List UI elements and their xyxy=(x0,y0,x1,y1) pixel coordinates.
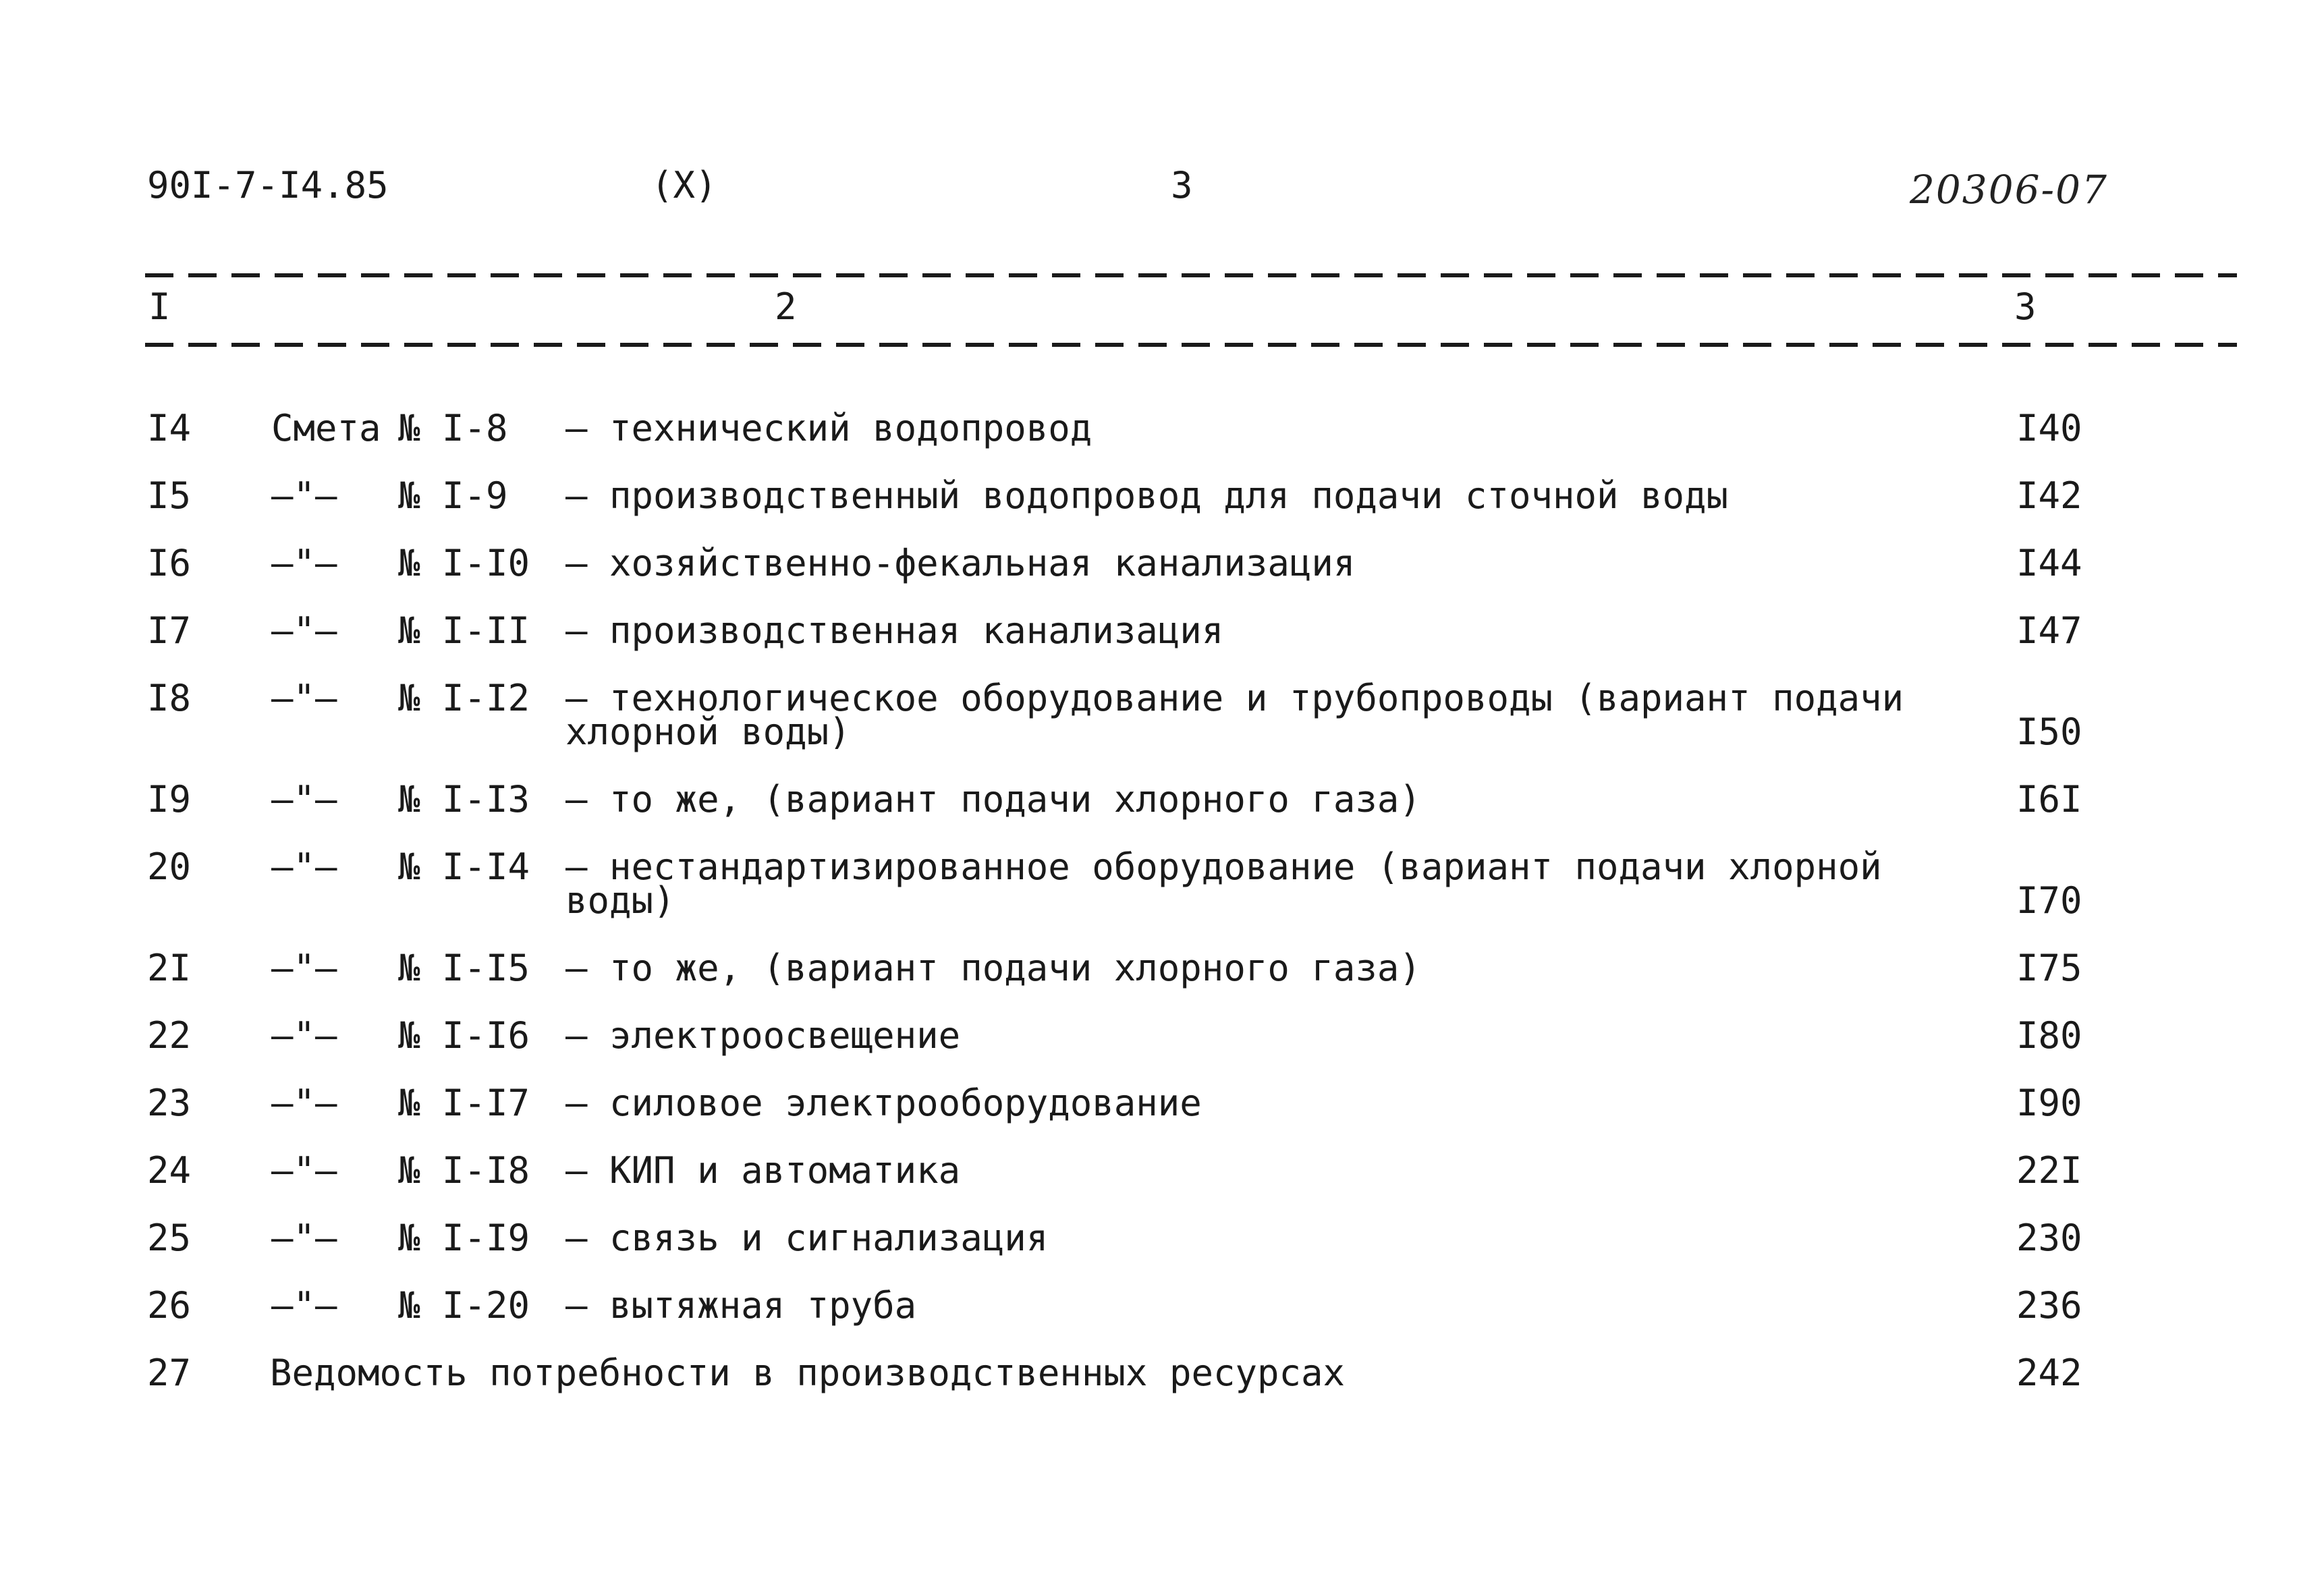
item-number: 20 xyxy=(147,846,192,888)
item-estimate-number: № I-9 xyxy=(398,474,508,517)
column-header-3: 3 xyxy=(2014,285,2037,328)
item-page: I50 xyxy=(2016,711,2082,753)
item-kind: –"– xyxy=(271,1149,337,1192)
item-number: 2I xyxy=(147,947,192,989)
item-number: I7 xyxy=(147,609,192,652)
item-description: – производственная канализация xyxy=(565,609,1224,652)
item-description: – производственный водопровод для подачи сточной воды xyxy=(565,474,1729,517)
item-kind: –"– xyxy=(271,542,337,584)
item-description: – технический водопровод xyxy=(565,407,1092,449)
item-number: I9 xyxy=(147,778,192,821)
item-page: I70 xyxy=(2016,879,2082,922)
item-estimate-number: № I-I4 xyxy=(398,846,530,888)
item-kind: –"– xyxy=(271,1217,337,1259)
item-description: – связь и сигнализация xyxy=(565,1217,1049,1259)
column-header-1: I xyxy=(148,285,171,328)
item-page: I42 xyxy=(2016,474,2082,517)
item-kind: –"– xyxy=(271,846,337,888)
item-number: I5 xyxy=(147,474,192,517)
item-kind: –"– xyxy=(271,1284,337,1327)
item-number: 22 xyxy=(147,1014,192,1057)
item-estimate-number: № I-I9 xyxy=(398,1217,530,1259)
item-description: – то же, (вариант подачи хлорного газа) xyxy=(565,778,1421,821)
item-kind: –"– xyxy=(271,1014,337,1057)
item-kind: –"– xyxy=(271,1082,337,1124)
item-kind: –"– xyxy=(271,947,337,989)
doc-marker: (X) xyxy=(651,164,717,206)
item-estimate-number: № I-II xyxy=(398,609,530,652)
item-description: – технологическое оборудование и трубопроводы (вариант подачи хлорной воды) xyxy=(565,677,1904,753)
item-kind: –"– xyxy=(271,778,337,821)
item-kind: –"– xyxy=(271,677,337,719)
doc-code: 90I-7-I4.85 xyxy=(147,164,389,206)
item-number: I4 xyxy=(147,407,192,449)
item-number: 27 xyxy=(147,1352,192,1394)
handwritten-code: 20306-07 xyxy=(1910,167,2108,213)
item-estimate-number: № I-I5 xyxy=(398,947,530,989)
item-page: I6I xyxy=(2016,778,2082,821)
item-number: 24 xyxy=(147,1149,192,1192)
item-number: I8 xyxy=(147,677,192,719)
item-page: 236 xyxy=(2016,1284,2082,1327)
item-page: 230 xyxy=(2016,1217,2082,1259)
item-estimate-number: № I-8 xyxy=(398,407,508,449)
item-page: I80 xyxy=(2016,1014,2082,1057)
item-estimate-number: № I-I6 xyxy=(398,1014,530,1057)
item-estimate-number: № I-I2 xyxy=(398,677,530,719)
item-description: – хозяйственно-фекальная канализация xyxy=(565,542,1356,584)
item-kind: –"– xyxy=(271,474,337,517)
item-page: I40 xyxy=(2016,407,2082,449)
item-kind: –"– xyxy=(271,609,337,652)
item-page: 22I xyxy=(2016,1149,2082,1192)
item-number: 23 xyxy=(147,1082,192,1124)
item-description: – электроосвещение xyxy=(565,1014,961,1057)
item-number: 25 xyxy=(147,1217,192,1259)
item-page: 242 xyxy=(2016,1352,2082,1394)
item-kind: Смета xyxy=(271,407,381,449)
item-kind: Ведомость потребности в производственных ресурсах xyxy=(270,1352,1346,1394)
item-estimate-number: № I-I3 xyxy=(398,778,530,821)
item-estimate-number: № I-20 xyxy=(398,1284,530,1327)
page-number: 3 xyxy=(1171,164,1193,206)
item-estimate-number: № I-I0 xyxy=(398,542,530,584)
item-number: I6 xyxy=(147,542,192,584)
item-description: – то же, (вариант подачи хлорного газа) xyxy=(565,947,1421,989)
item-description: – КИП и автоматика xyxy=(565,1149,961,1192)
item-page: I75 xyxy=(2016,947,2082,989)
item-number: 26 xyxy=(147,1284,192,1327)
item-page: I90 xyxy=(2016,1082,2082,1124)
item-description: – силовое электрооборудование xyxy=(565,1082,1202,1124)
item-description: – нестандартизированное оборудование (вариант подачи хлорной воды) xyxy=(565,846,1882,922)
item-page: I47 xyxy=(2016,609,2082,652)
item-description: – вытяжная труба xyxy=(565,1284,917,1327)
item-page: I44 xyxy=(2016,542,2082,584)
item-estimate-number: № I-I8 xyxy=(398,1149,530,1192)
column-header-2: 2 xyxy=(775,285,797,328)
item-estimate-number: № I-I7 xyxy=(398,1082,530,1124)
